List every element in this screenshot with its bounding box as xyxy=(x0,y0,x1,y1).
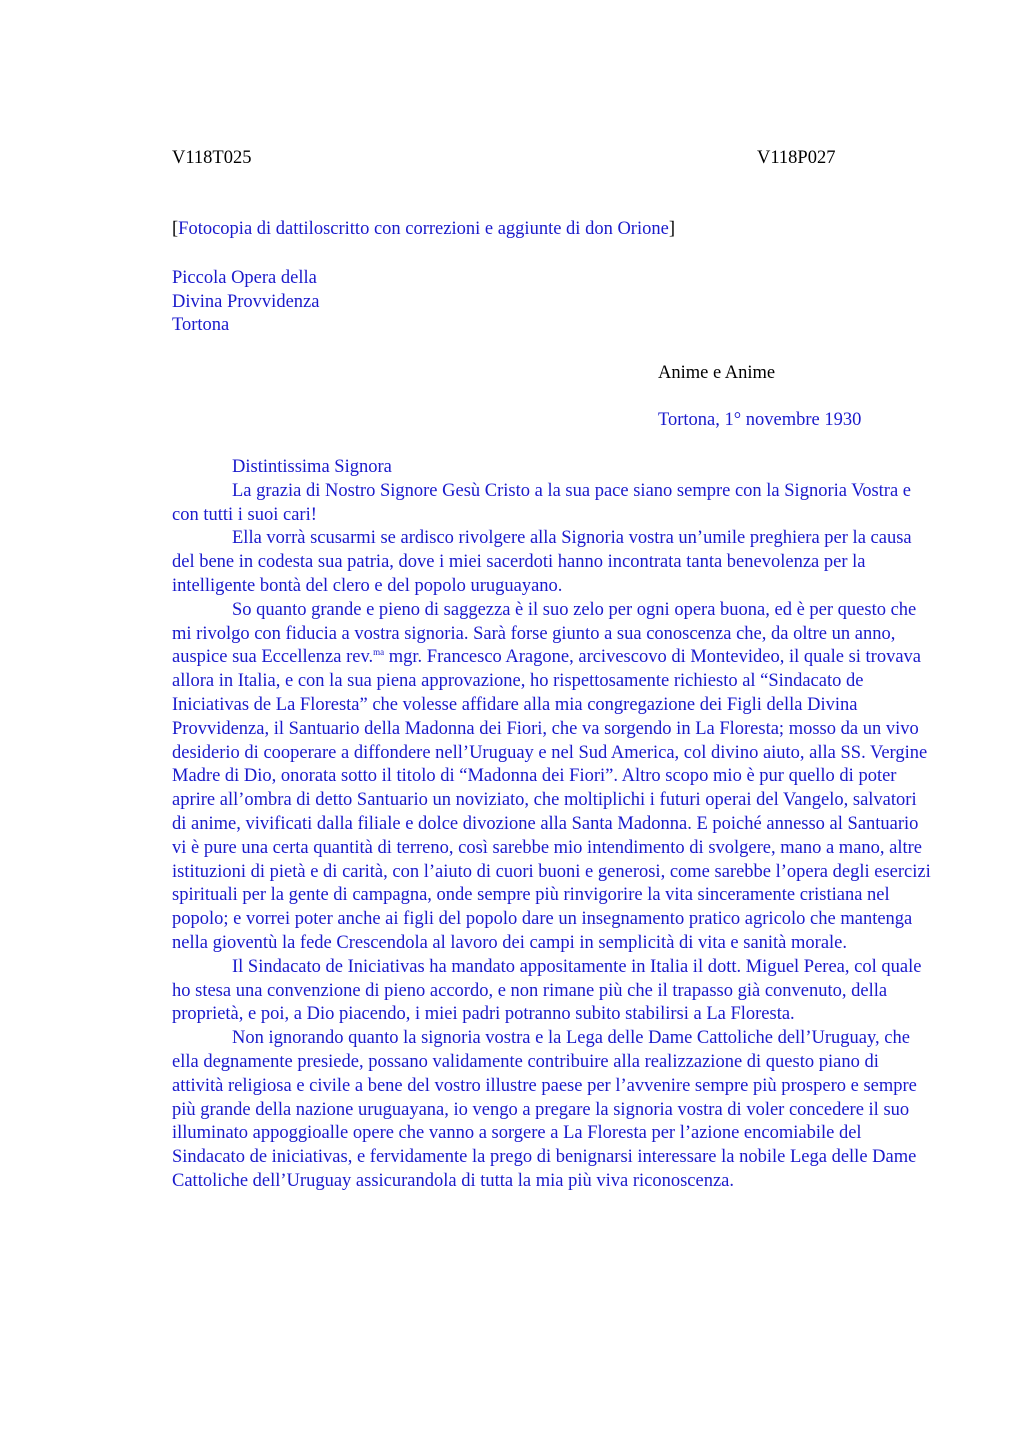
paragraph-4: Il Sindacato de Iniciativas ha mandato appositamente in Italia il dott. Miguel Perea, col quale ho stesa una convenzione di pieno accordo, e non rimane più che il trapasso già convenuto, della proprietà, e poi, a Dio piacendo, i miei padri potranno subito stabilirsi a La Floresta. xyxy=(172,956,922,1025)
note-text: Fotocopia di dattiloscritto con correzioni e aggiunte di don Orione xyxy=(178,219,669,239)
letter-body xyxy=(172,456,932,1194)
paragraph-3-part-1: So quanto grande e pieno di saggezza è il suo zelo per ogni opera buona, ed è per questo che mi rivolgo con fiducia a vostra signoria. Sarà forse giunto a sua conoscenza che, da oltre un anno, auspice sua Eccellenza rev. xyxy=(172,599,917,668)
header-left-code: V118T025 xyxy=(172,148,252,168)
motto: Anime e Anime xyxy=(658,363,776,383)
note-close-bracket: ] xyxy=(668,219,675,239)
sender-line-1: Piccola Opera della xyxy=(172,268,317,288)
archival-note xyxy=(172,217,675,241)
paragraph-2: Ella vorrà scusarmi se ardisco rivolgere alla Signoria vostra un’umile preghiera per la causa del bene in codesta sua patria, dove i miei sacerdoti hanno incontrata tanta benevolenza per la intelligente bontà del clero e del popolo uruguayano. xyxy=(172,528,912,596)
paragraph-5: Non ignorando quanto la signoria vostra e la Lega delle Dame Cattoliche dell’Uruguay, che ella degnamente presiede, possano validamente contribuire alla realizzazione di questo piano di attività religiosa e civile a bene del vostro illustre paese per l’avvenire sempre più prospero e sempre più grande della nazione uruguayana, io vengo a pregare la signoria vostra di voler concedere il suo illuminato appoggioalle opere che vanno a sorgere a La Floresta per l’azione encomiabile del Sindacato de iniciativas, e fervidamente la prego di benignarsi interessare la nobile Lega delle Dame Cattoliche dell’Uruguay assicurandola di tutta la mia più viva riconoscenza. xyxy=(172,1028,917,1191)
sender-line-2: Divina Provvidenza xyxy=(172,292,320,312)
letter-date: Tortona, 1° novembre 1930 xyxy=(658,410,862,430)
header-right-code: V118P027 xyxy=(757,148,836,168)
superscript-ma: ma xyxy=(373,647,385,658)
sender-line-3: Tortona xyxy=(172,315,230,335)
paragraph-1: La grazia di Nostro Signore Gesù Cristo a la sua pace siano sempre con la Signoria Vostra e con tutti i suoi cari! xyxy=(172,480,912,525)
salutation: Distintissima Signora xyxy=(232,457,392,477)
note-open-bracket: [ xyxy=(172,219,179,239)
paragraph-3 xyxy=(172,599,932,956)
paragraph-3-part-2: mgr. Francesco Aragone, arcivescovo di Montevideo, il quale si trovava allora in Italia, e con la sua piena approvazione, ho rispettosamente richiesto al “Sindacato de Iniciativas de La Floresta” che volesse affidare alla mia congregazione dei Figli della Divina Provvidenza, il Santuario della Madonna dei Fiori, che va sorgendo in La Floresta; mosso da un vivo desiderio di cooperare a diffondere nell’Uruguay e nel Sud America, col divino aiuto, alla SS. Vergine Madre di Dio, onorata sotto il titolo di “Madonna dei Fiori”. Altro scopo mio è pur quello di poter aprire all’ombra di detto Santuario un noviziato, che moltiplichi i futuri operai del Vangelo, salvatori di anime, vivificati dalla filiale e dolce divozione alla Santa Madonna. E poiché annesso al Santuario vi è pure una certa quantità di terreno, così sarebbe mio intendimento di svolgere, mano a mano, altre istituzioni di pietà e di carità, con l’aiuto di cuori buoni e generosi, come sarebbe l’opera degli esercizi spirituali per la gente di campagna, onde sempre più rinvigorire la vita sinceramente cristiana nel popolo; e vorrei poter anche ai figli del popolo dare un insegnamento pratico agricolo che mantenga nella gioventù la fede Crescendola al lavoro dei campi in semplicità di vita e sanità morale. xyxy=(172,647,931,953)
